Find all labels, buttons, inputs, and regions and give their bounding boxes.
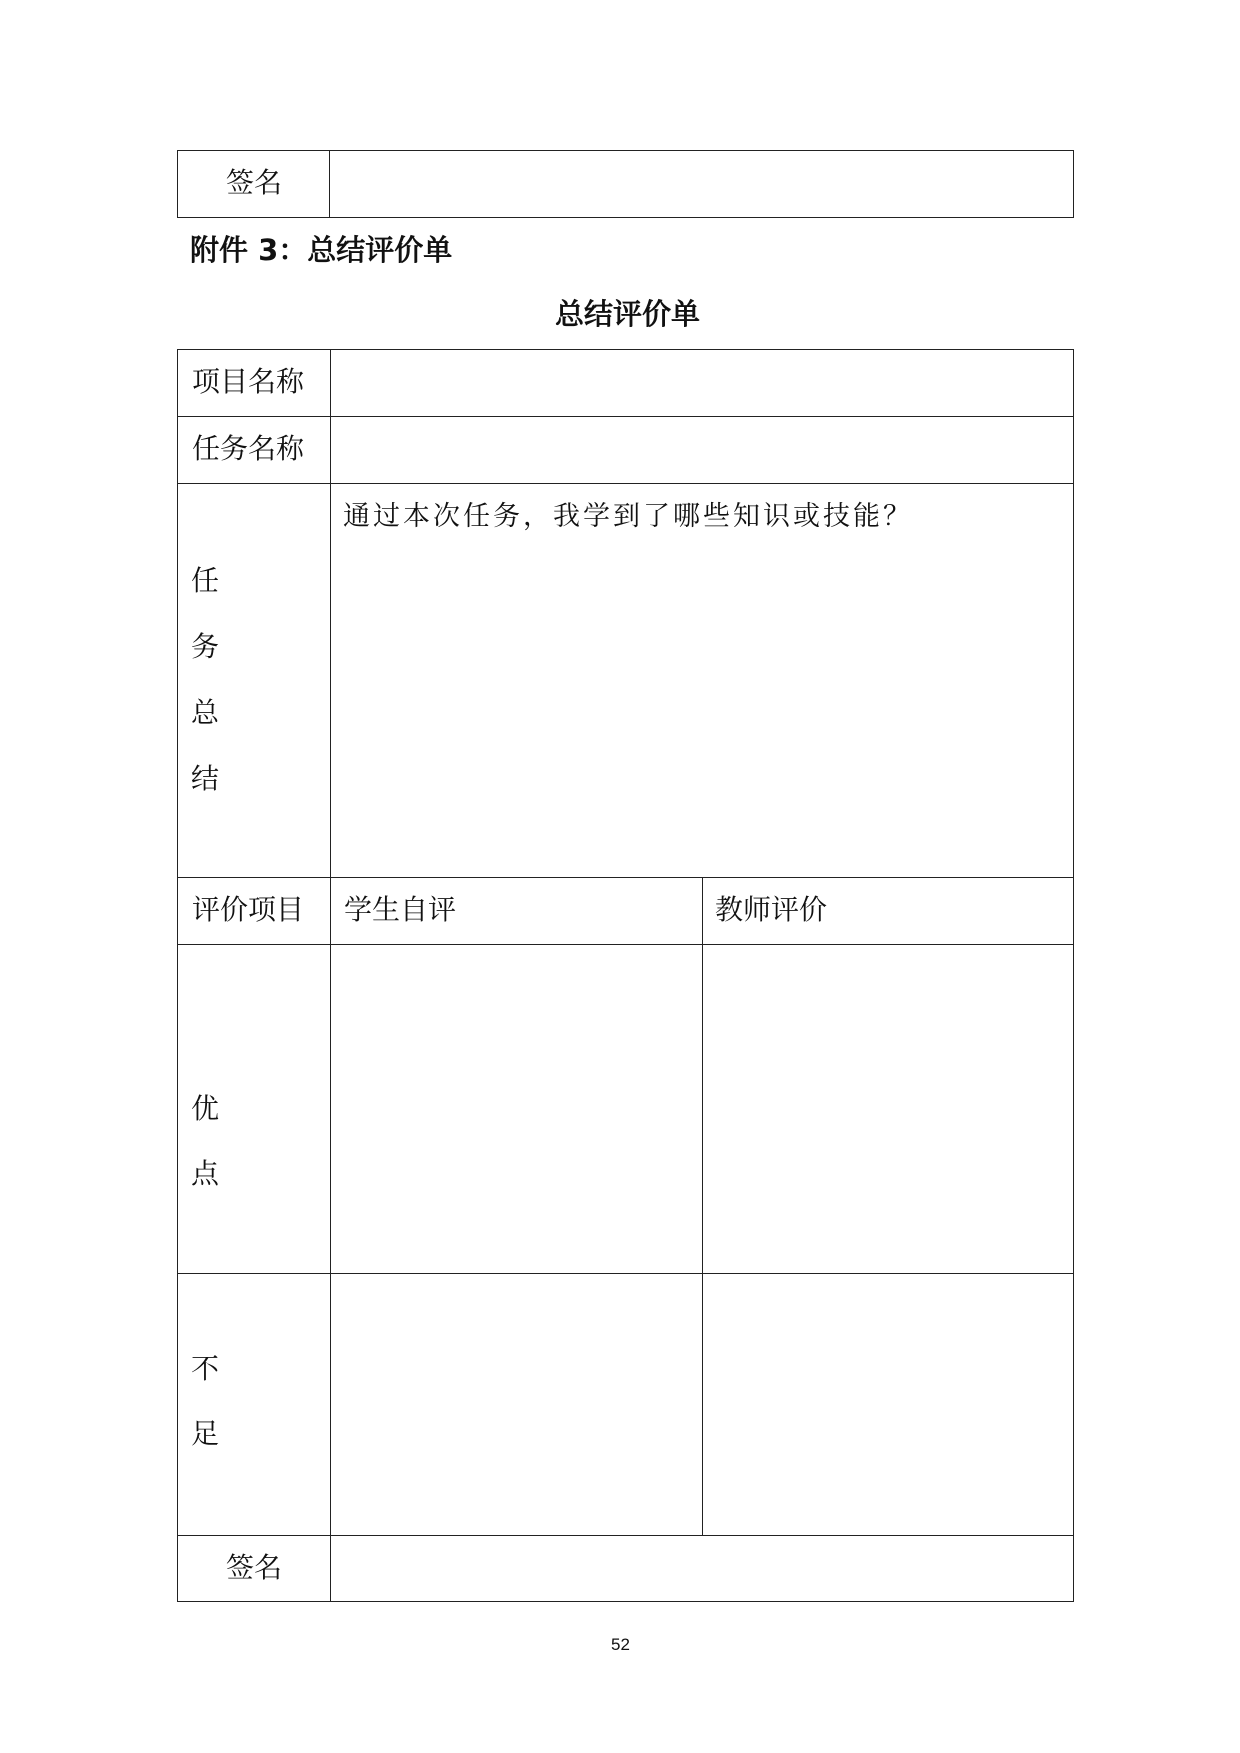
strengths-student-field[interactable] [333,946,700,1271]
teacher-eval-header: 教师评价 [715,893,828,926]
label-column-divider [330,349,331,1602]
eval-column-divider [702,877,703,1535]
form-title: 总结评价单 [555,297,701,331]
student-self-eval-header: 学生自评 [344,893,457,926]
page-number: 52 [611,1635,630,1654]
weaknesses-label-char: 不 [191,1352,220,1385]
task-name-label: 任务名称 [192,432,305,465]
row-divider-2 [177,483,1074,484]
task-summary-label-char: 任 [191,564,220,597]
row-divider-5 [177,1273,1074,1274]
task-summary-label-char: 结 [191,762,220,795]
row-divider-3 [177,877,1074,878]
weaknesses-student-field[interactable] [333,1275,700,1533]
strengths-label-char: 优 [191,1092,220,1125]
row-divider-4 [177,944,1074,945]
eval-item-label: 评价项目 [192,893,305,926]
form-sign-label: 签名 [226,1551,283,1584]
task-summary-field[interactable] [333,545,1072,875]
project-name-label: 项目名称 [192,365,305,398]
row-divider-6 [177,1535,1074,1536]
row-divider-1 [177,416,1074,417]
top-sign-label: 签名 [226,166,283,199]
weaknesses-teacher-field[interactable] [705,1275,1072,1533]
task-summary-prompt: 通过本次任务，我学到了哪些知识或技能？ [343,501,913,532]
form-sign-field[interactable] [333,1537,1072,1600]
strengths-label-char: 点 [191,1157,220,1190]
top-sign-divider [329,150,330,218]
task-name-field[interactable] [333,418,1072,481]
attachment-heading: 附件 3：总结评价单 [190,233,453,267]
strengths-teacher-field[interactable] [705,946,1072,1271]
task-summary-label-char: 总 [191,696,220,729]
weaknesses-label-char: 足 [191,1417,220,1450]
project-name-field[interactable] [333,351,1072,414]
task-summary-label-char: 务 [191,630,220,663]
top-sign-field[interactable] [331,152,1072,216]
